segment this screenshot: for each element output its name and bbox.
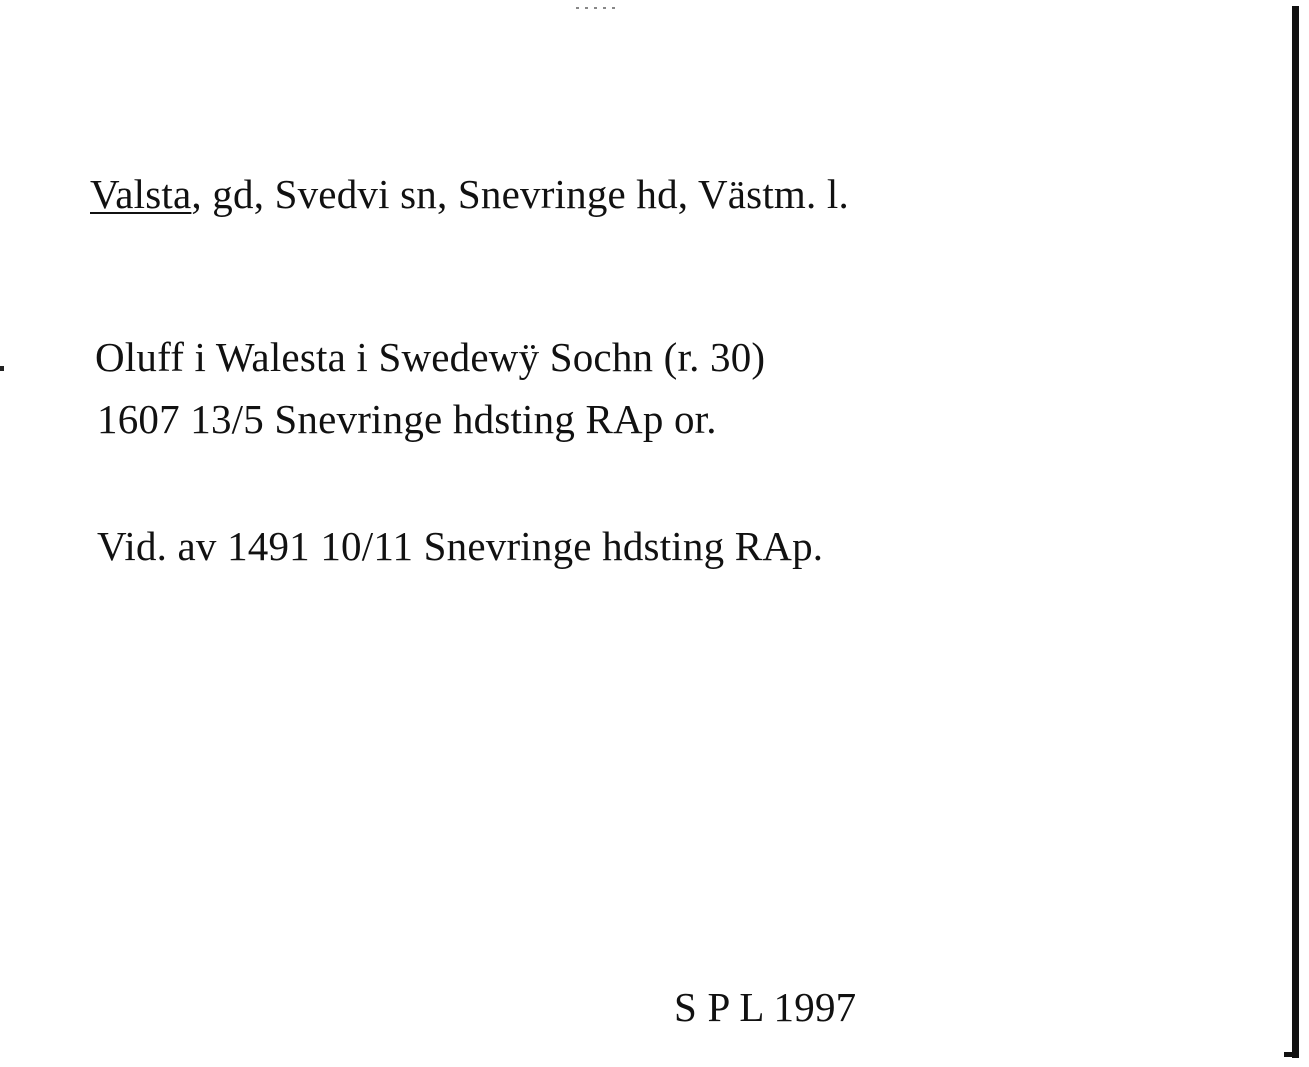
card-heading	[90, 170, 849, 218]
entry-line-2: 1607 13/5 Snevringe hdsting RAp or.	[97, 396, 717, 442]
scan-speck	[0, 366, 4, 371]
entry-line-1: Oluff i Walesta i Swedewÿ Sochn (r. 30)	[95, 334, 766, 380]
place-description: , gd, Svedvi sn, Snevringe hd, Västm. l.	[191, 171, 849, 217]
signature: S P L 1997	[674, 984, 857, 1030]
card-corner-mark	[1284, 1052, 1298, 1057]
entry-line-3: Vid. av 1491 10/11 Snevringe hdsting RAp.	[97, 523, 824, 569]
scan-artifact	[576, 7, 620, 9]
card-right-border	[1292, 6, 1299, 1058]
place-name: Valsta	[90, 171, 192, 217]
